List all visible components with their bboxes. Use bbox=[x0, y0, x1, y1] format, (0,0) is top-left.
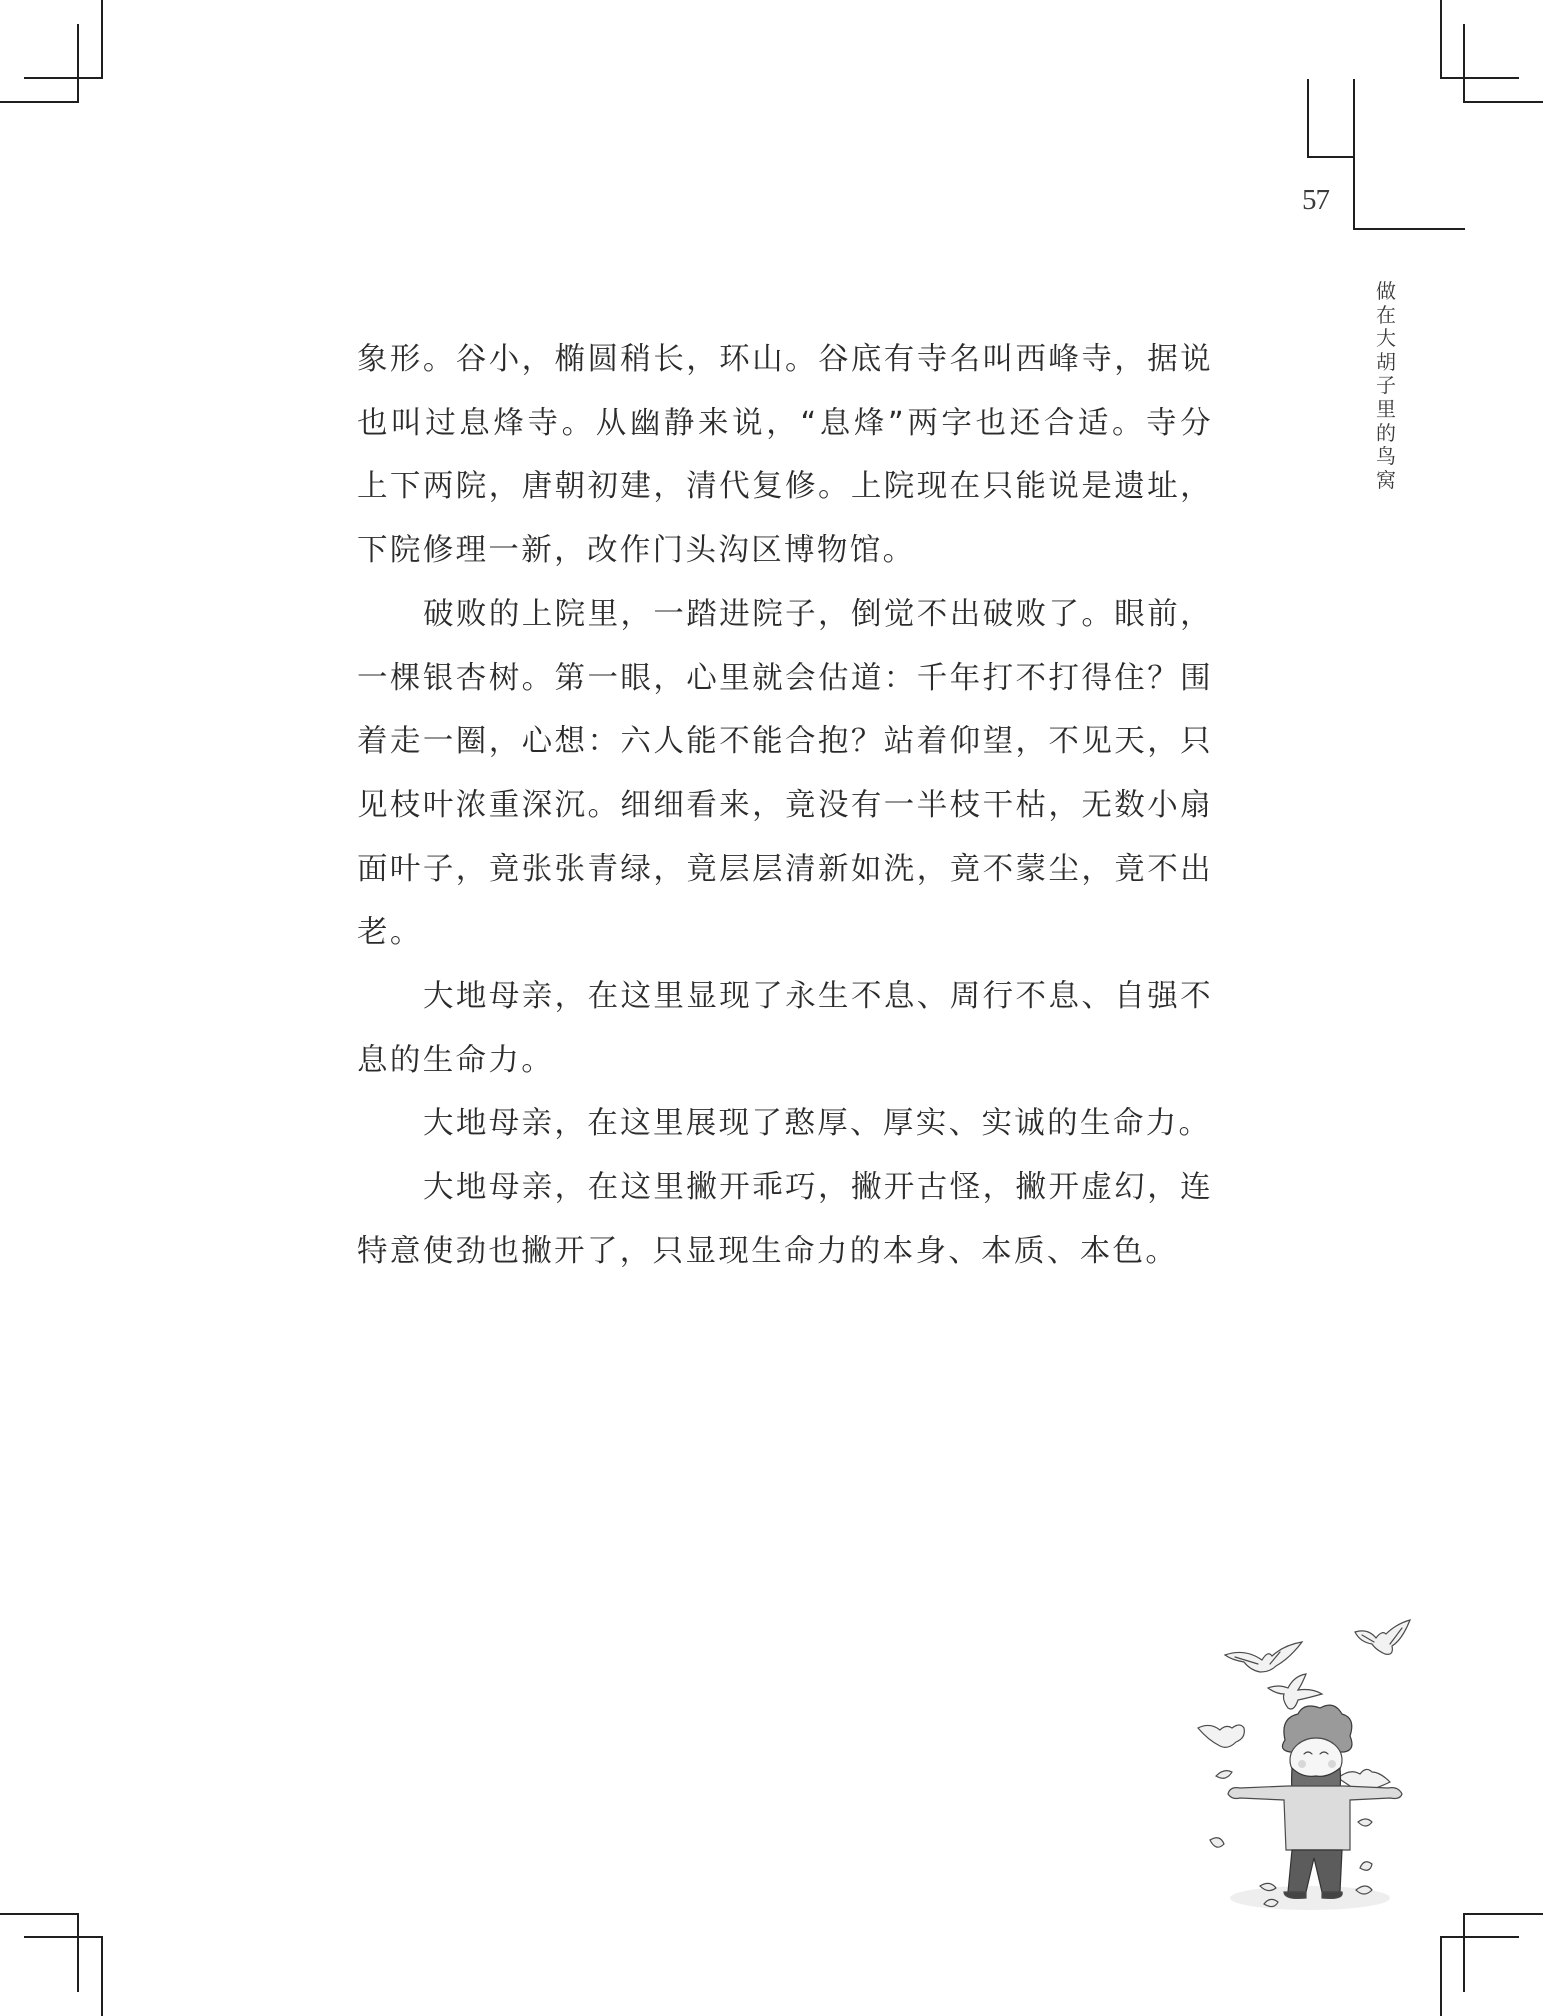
running-title-char: 窝 bbox=[1376, 467, 1396, 492]
crop-mark bbox=[1463, 24, 1465, 103]
body-text bbox=[357, 328, 1213, 1284]
running-title-char: 里 bbox=[1376, 396, 1396, 421]
crop-mark bbox=[77, 1913, 79, 1992]
crop-mark bbox=[1463, 1913, 1543, 1915]
header-rule bbox=[1307, 156, 1355, 158]
header-rule bbox=[1353, 79, 1355, 230]
bird-icon bbox=[1268, 1674, 1322, 1709]
running-title-char: 在 bbox=[1376, 302, 1396, 327]
paragraph: 大地母亲，在这里撇开乖巧，撇开古怪，撇开虚幻，连特意使劲也撇开了，只显现生命力的本身、本质、本色。 bbox=[357, 1170, 1213, 1269]
running-title bbox=[1373, 280, 1399, 492]
crop-mark bbox=[1463, 1913, 1465, 1992]
crop-mark bbox=[1440, 77, 1519, 79]
header-rule bbox=[1307, 79, 1309, 158]
crop-mark bbox=[24, 1936, 103, 1938]
bird-icon bbox=[1225, 1642, 1302, 1672]
paragraph: 象形。谷小，椭圆稍长，环山。谷底有寺名叫西峰寺，据说也叫过息烽寺。从幽静来说，“息烽”两字也还合适。寺分上下两院，唐朝初建，清代复修。上院现在只能说是遗址，下院修理一新，改作门头沟区博物馆。 bbox=[357, 342, 1213, 569]
paragraph: 大地母亲，在这里显现了永生不息、周行不息、自强不息的生命力。 bbox=[357, 979, 1213, 1078]
crop-mark bbox=[101, 1936, 103, 2016]
crop-mark bbox=[1440, 0, 1442, 79]
running-title-char: 大 bbox=[1376, 326, 1396, 351]
crop-mark bbox=[0, 101, 79, 103]
crop-mark bbox=[101, 0, 103, 79]
running-title-char: 子 bbox=[1376, 373, 1396, 398]
running-title-char: 鸟 bbox=[1376, 444, 1396, 469]
page-number: 57 bbox=[1302, 184, 1329, 216]
paragraph: 大地母亲，在这里展现了憨厚、厚实、实诚的生命力。 bbox=[423, 1106, 1212, 1142]
running-title-char: 的 bbox=[1376, 420, 1396, 445]
bearded-man-illustration bbox=[1180, 1600, 1440, 1920]
paragraph: 破败的上院里，一踏进院子，倒觉不出破败了。眼前，一棵银杏树。第一眼，心里就会估道：千年打不打得住？围着走一圈，心想：六人能不能合抱？站着仰望，不见天，只见枝叶浓重深沉。细细看来，竟没有一半枝干枯，无数小扇面叶子，竟张张青绿，竟层层清新如洗，竟不蒙尘，竟不出老。 bbox=[357, 596, 1213, 951]
bird-icon bbox=[1198, 1725, 1244, 1747]
header-rule bbox=[1353, 228, 1465, 230]
crop-mark bbox=[77, 24, 79, 103]
running-title-char: 做 bbox=[1376, 279, 1396, 303]
crop-mark bbox=[1440, 1936, 1442, 2016]
crop-mark bbox=[0, 1913, 79, 1915]
crop-mark bbox=[1440, 1936, 1519, 1938]
crop-mark bbox=[24, 77, 103, 79]
crop-mark bbox=[1463, 101, 1543, 103]
running-title-char: 胡 bbox=[1376, 349, 1396, 374]
bird-icon bbox=[1355, 1620, 1410, 1654]
